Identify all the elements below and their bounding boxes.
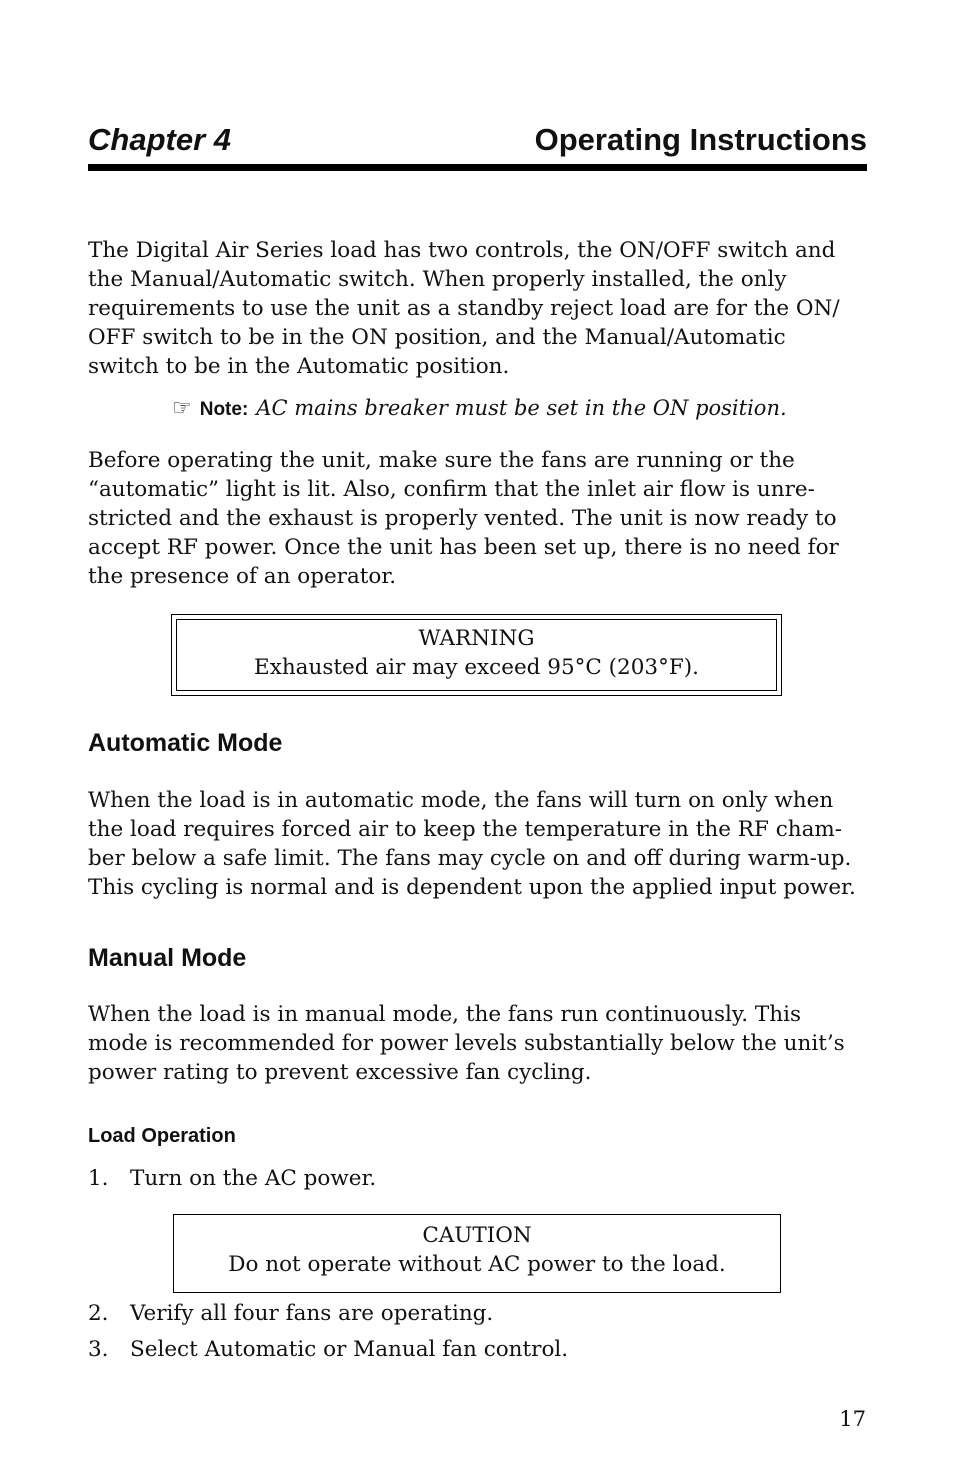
pointing-hand-icon: ☞ xyxy=(172,396,192,421)
list-item-number: 3. xyxy=(88,1337,109,1362)
chapter-label: Chapter 4 xyxy=(88,122,231,157)
note-text: AC mains breaker must be set in the ON position. xyxy=(256,396,787,420)
warning-text: Exhausted air may exceed 95°C (203°F). xyxy=(254,655,699,680)
load-operation-heading: Load Operation xyxy=(88,1125,236,1147)
warning-box-inner-border xyxy=(176,619,777,691)
intro-paragraph: The Digital Air Series load has two controls, the ON/OFF switch and the Manual/Automatic switch. When properly installed, the only requirements to use the unit as a standby reject load are for the ON/ OFF switch to be in the ON position, and the Manual/Automatic switch to be in the Automatic position. xyxy=(88,238,840,379)
header-rule xyxy=(88,164,867,171)
list-item xyxy=(88,1164,376,1193)
warning-box xyxy=(171,614,782,696)
before-operating-paragraph: Before operating the unit, make sure the fans are running or the “automatic” light is lit. Also, confirm that the inlet air flow is unre- stricted and the exhaust is properly vented. The unit is now ready to accept RF power. Once the unit has been set up, there is no need for the presence of an operator. xyxy=(88,448,839,589)
list-item-number: 2. xyxy=(88,1301,109,1326)
list-item-text: Select Automatic or Manual fan control. xyxy=(130,1337,569,1362)
caution-title: CAUTION xyxy=(422,1223,532,1248)
list-item xyxy=(88,1299,493,1328)
chapter-header xyxy=(88,122,867,158)
note-label: Note: xyxy=(199,399,249,420)
list-item-text: Turn on the AC power. xyxy=(130,1166,377,1191)
manual-mode-paragraph: When the load is in manual mode, the fans run continuously. This mode is recommended for power levels substantially below the unit’s power rating to prevent excessive fan cycling. xyxy=(88,1002,845,1085)
chapter-title: Operating Instructions xyxy=(534,122,867,157)
list-item-text: Verify all four fans are operating. xyxy=(130,1301,494,1326)
caution-box xyxy=(173,1214,781,1293)
list-item-number: 1. xyxy=(88,1166,109,1191)
automatic-mode-paragraph: When the load is in automatic mode, the fans will turn on only when the load requires forced air to keep the temperature in the RF cham- ber below a safe limit. The fans may cycle on and off during warm-up. This cycling is normal and is dependent upon the applied input power. xyxy=(88,788,856,900)
manual-mode-heading: Manual Mode xyxy=(88,944,247,972)
caution-text: Do not operate without AC power to the load. xyxy=(228,1252,726,1277)
automatic-mode-heading: Automatic Mode xyxy=(88,729,283,757)
warning-title: WARNING xyxy=(418,626,535,651)
list-item xyxy=(88,1335,568,1364)
note xyxy=(172,394,787,424)
page-number: 17 xyxy=(839,1407,866,1431)
